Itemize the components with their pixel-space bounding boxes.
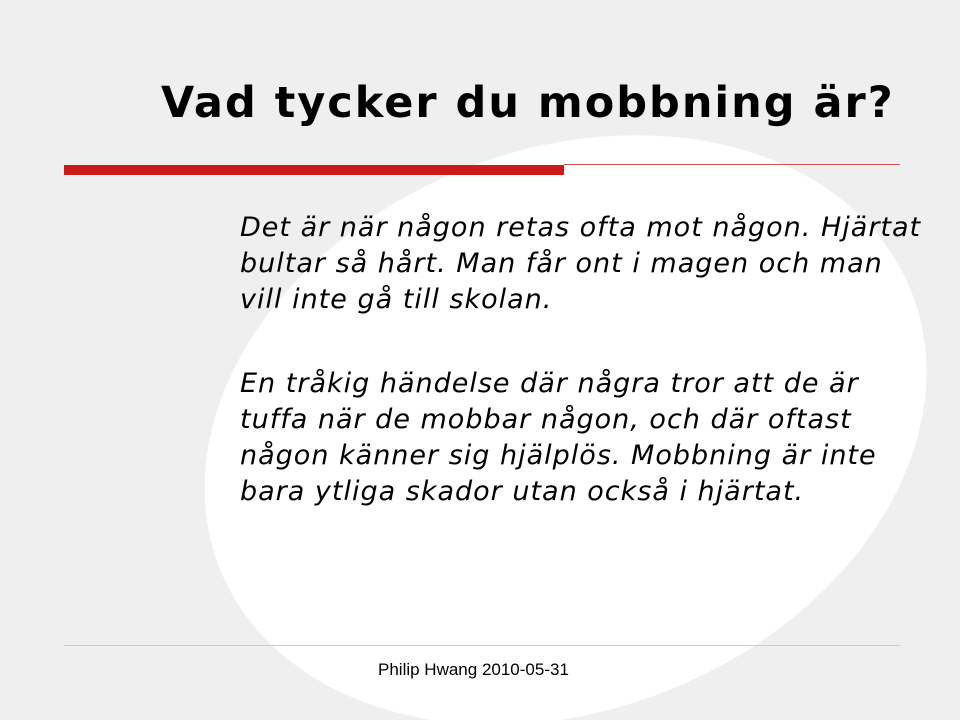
answer-paragraph-1: Det är när någon retas ofta mot någon. Hjärtat bultar så hårt. Man får ont i magen och man vill inte gå till skolan. — [240, 212, 922, 315]
answer-paragraph-2: En tråkig händelse där några tror att de är tuffa när de mobbar någon, och där oftast någon känner sig hjälplös. Mobbning är inte bara ytliga skador utan också i hjärtat. — [240, 368, 877, 507]
footer-divider — [64, 645, 900, 646]
title-underline-line — [564, 164, 900, 165]
slide-title: Vad tycker du mobbning är? — [161, 78, 895, 128]
footer-author-date: Philip Hwang 2010-05-31 — [378, 660, 569, 679]
title-underline-bar — [64, 165, 564, 175]
